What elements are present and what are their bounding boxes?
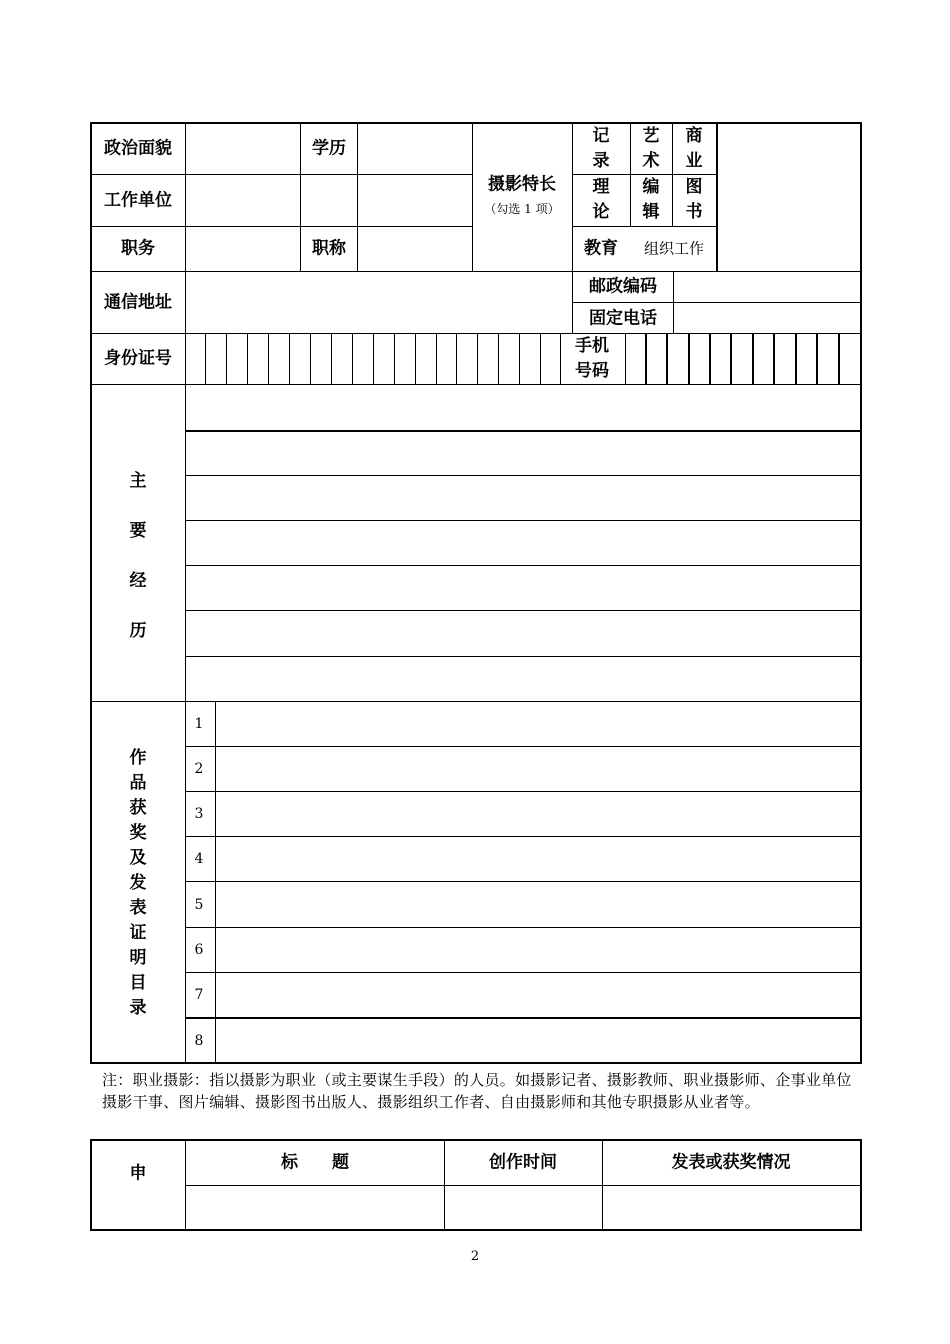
works-row-number: 7 [194,987,204,1003]
landline-field[interactable] [675,304,859,332]
submission-time-field[interactable] [446,1187,601,1228]
works-row-number: 2 [194,761,204,777]
specialty-option-record[interactable]: 记 录 [592,126,610,171]
col-title-header: 标 题 [281,1152,349,1173]
specialty-option-education[interactable]: 教育 [584,238,618,259]
title-label: 职称 [312,238,346,259]
works-row-number: 4 [194,851,204,867]
specialty-option-books[interactable]: 图 书 [685,177,703,222]
note-text: 注：职业摄影：指以摄影为职业（或主要谋生手段）的人员。如摄影记者、摄影教师、职业摄影师、企事业单位摄影干事、图片编辑、摄影图书出版人、摄影组织工作者、自由摄影师和其他专职摄影从业者等。 [102,1071,852,1111]
col-time-header: 创作时间 [489,1152,557,1173]
frame-bottom [90,1062,862,1064]
work-unit-label: 工作单位 [104,190,172,211]
work-unit-field[interactable] [187,176,471,226]
works-row-number: 8 [194,1033,204,1049]
works-row-number: 6 [194,942,204,958]
page-number: 2 [470,1249,480,1264]
political-status-label: 政治面貌 [104,138,172,159]
col-status-header: 发表或获奖情况 [671,1152,791,1173]
specialty-option-theory[interactable]: 理 论 [592,177,610,222]
specialty-option-editing[interactable]: 编 辑 [642,177,660,222]
specialty-option-organization[interactable]: 组织工作 [643,239,705,258]
submission-title-field[interactable] [187,1187,443,1228]
specialty-option-art[interactable]: 艺 术 [642,126,660,171]
works-row-number: 3 [194,806,204,822]
submission-side-label: 申 [129,1163,147,1184]
position-label: 职务 [121,238,155,259]
submission-status-field[interactable] [604,1187,859,1228]
address-field[interactable] [187,273,571,332]
position-field[interactable] [187,228,299,271]
works-label: 作 品 获 奖 及 发 表 证 明 目 录 [129,748,147,1018]
works-row-number: 5 [194,897,204,913]
education-label: 学历 [312,138,346,159]
specialty-hint: （勾选 1 项） [484,202,560,216]
landline-label: 固定电话 [589,308,657,329]
specialty-label: 摄影特长 [488,174,556,195]
political-status-field[interactable] [187,124,299,174]
experience-field[interactable] [187,386,859,700]
title-field[interactable] [359,228,471,271]
postcode-field[interactable] [675,273,859,301]
postcode-label: 邮政编码 [589,276,657,297]
specialty-option-commercial[interactable]: 商 业 [685,126,703,171]
mobile-label: 手机 号码 [575,336,609,381]
frame-right [860,122,862,1064]
id-number-label: 身份证号 [104,348,172,369]
works-row-number: 1 [194,716,204,732]
education-field[interactable] [359,124,471,174]
frame-left [90,122,92,1064]
address-label: 通信地址 [104,292,172,313]
experience-label: 主 要 经 历 [129,471,147,641]
